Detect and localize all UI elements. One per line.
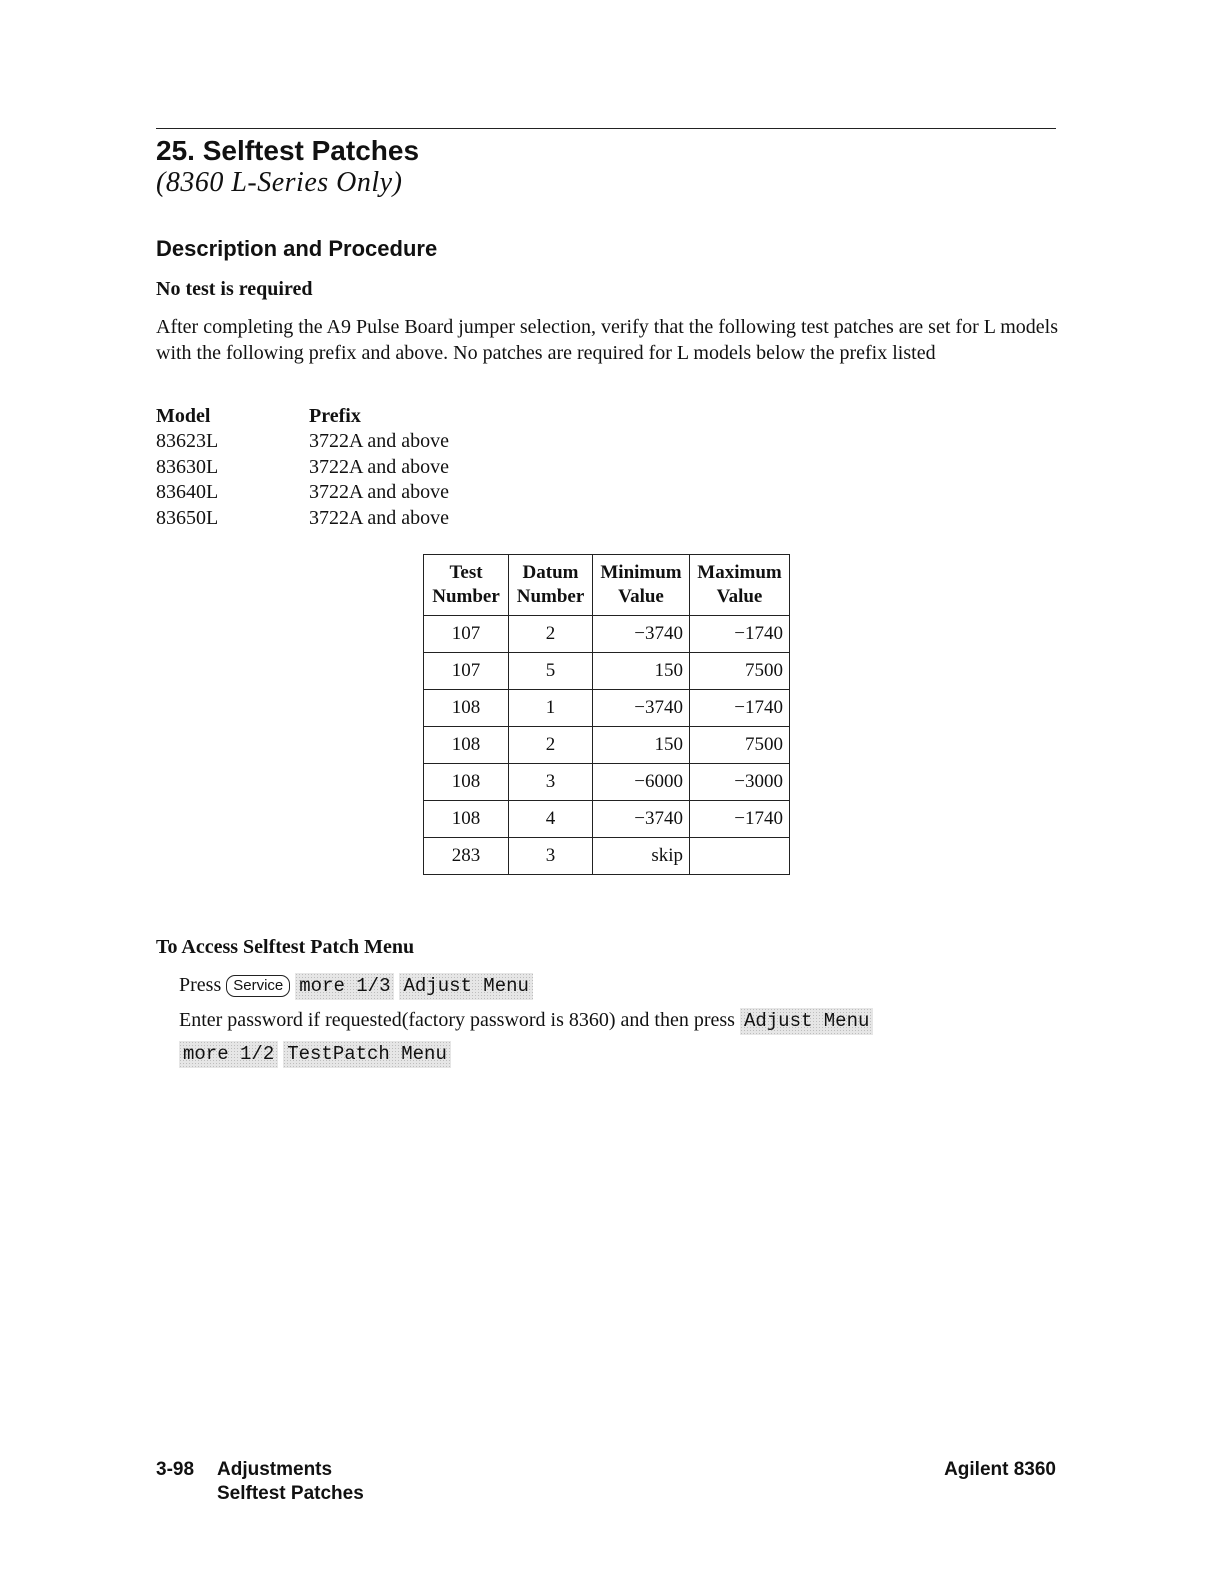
minimum-value-cell: 150 bbox=[593, 653, 690, 690]
table-row bbox=[424, 764, 790, 801]
table-row bbox=[424, 838, 790, 875]
datum-number-cell: 1 bbox=[509, 690, 593, 727]
access-heading: To Access Selftest Patch Menu bbox=[156, 936, 415, 958]
table-row bbox=[424, 690, 790, 727]
minimum-value-cell: −3740 bbox=[593, 801, 690, 838]
page-number: 3-98 bbox=[156, 1459, 195, 1480]
minimum-value-cell: −3740 bbox=[593, 690, 690, 727]
table-header-row bbox=[424, 555, 790, 616]
model-header: Model bbox=[156, 405, 211, 427]
datum-number-cell: 2 bbox=[509, 616, 593, 653]
footer-page-line bbox=[156, 1458, 364, 1482]
table-row bbox=[424, 801, 790, 838]
footer-left bbox=[156, 1458, 364, 1506]
model-prefix-list bbox=[156, 404, 449, 531]
maximum-value-cell: −1740 bbox=[690, 801, 790, 838]
table-row bbox=[424, 616, 790, 653]
header-rule bbox=[156, 128, 1056, 129]
adjust-menu-softkey[interactable]: Adjust Menu bbox=[399, 973, 532, 1000]
table-row bbox=[424, 653, 790, 690]
test-number-header: Test Number bbox=[424, 555, 509, 616]
maximum-value-header: Maximum Value bbox=[690, 555, 790, 616]
test-number-cell: 283 bbox=[424, 838, 509, 875]
maximum-value-cell: −1740 bbox=[690, 690, 790, 727]
datum-number-header: Datum Number bbox=[509, 555, 593, 616]
minimum-value-cell: 150 bbox=[593, 727, 690, 764]
chapter-name: Adjustments bbox=[217, 1459, 333, 1480]
test-number-cell: 108 bbox=[424, 801, 509, 838]
test-number-cell: 108 bbox=[424, 727, 509, 764]
model-list-header bbox=[156, 404, 449, 429]
no-test-heading: No test is required bbox=[156, 278, 313, 300]
adjust-menu-softkey-2[interactable]: Adjust Menu bbox=[740, 1008, 873, 1035]
table-row bbox=[424, 727, 790, 764]
description-paragraph: After completing the A9 Pulse Board jumper selection, verify that the following test patches are set for L models with the following prefix and above. No patches are required for L models below the prefix listed bbox=[156, 316, 1058, 364]
test-number-cell: 107 bbox=[424, 653, 509, 690]
model-prefix: 3722A and above bbox=[309, 455, 449, 478]
maximum-value-cell: −1740 bbox=[690, 616, 790, 653]
maximum-value-cell: 7500 bbox=[690, 653, 790, 690]
model-row bbox=[156, 506, 449, 531]
access-step-2 bbox=[179, 1006, 873, 1035]
service-hardkey[interactable]: Service bbox=[226, 975, 290, 997]
press-label: Press bbox=[179, 974, 222, 996]
maximum-value-cell: −3000 bbox=[690, 764, 790, 801]
model-name: 83650L bbox=[156, 506, 219, 529]
maximum-value-cell bbox=[690, 838, 790, 875]
model-name: 83640L bbox=[156, 481, 219, 504]
access-step-3 bbox=[179, 1039, 451, 1068]
model-row bbox=[156, 480, 449, 505]
datum-number-cell: 5 bbox=[509, 653, 593, 690]
model-row bbox=[156, 429, 449, 454]
section-subtitle: (8360 L-Series Only) bbox=[156, 167, 403, 198]
test-patch-table bbox=[423, 554, 790, 875]
minimum-value-cell: −3740 bbox=[593, 616, 690, 653]
testpatch-menu-softkey[interactable]: TestPatch Menu bbox=[283, 1041, 451, 1068]
test-number-cell: 108 bbox=[424, 690, 509, 727]
test-number-cell: 108 bbox=[424, 764, 509, 801]
minimum-value-header: Minimum Value bbox=[593, 555, 690, 616]
model-prefix: 3722A and above bbox=[309, 430, 449, 453]
test-number-cell: 107 bbox=[424, 616, 509, 653]
minimum-value-cell: skip bbox=[593, 838, 690, 875]
access-step-1 bbox=[179, 971, 533, 1000]
maximum-value-cell: 7500 bbox=[690, 727, 790, 764]
datum-number-cell: 3 bbox=[509, 838, 593, 875]
model-name: 83623L bbox=[156, 430, 219, 453]
datum-number-cell: 2 bbox=[509, 727, 593, 764]
datum-number-cell: 4 bbox=[509, 801, 593, 838]
more-1-3-softkey[interactable]: more 1/3 bbox=[295, 973, 394, 1000]
datum-number-cell: 3 bbox=[509, 764, 593, 801]
prefix-header: Prefix bbox=[309, 405, 361, 427]
model-row bbox=[156, 455, 449, 480]
enter-password-text: Enter password if requested(factory password is 8360) and then press bbox=[179, 1009, 735, 1031]
footer-product: Agilent 8360 bbox=[944, 1459, 1056, 1480]
footer-section: Selftest Patches bbox=[217, 1483, 364, 1504]
more-1-2-softkey[interactable]: more 1/2 bbox=[179, 1041, 278, 1068]
model-prefix: 3722A and above bbox=[309, 481, 449, 504]
model-prefix: 3722A and above bbox=[309, 506, 449, 529]
model-name: 83630L bbox=[156, 455, 219, 478]
description-heading: Description and Procedure bbox=[156, 236, 438, 261]
section-title: 25. Selftest Patches bbox=[156, 135, 420, 166]
minimum-value-cell: −6000 bbox=[593, 764, 690, 801]
